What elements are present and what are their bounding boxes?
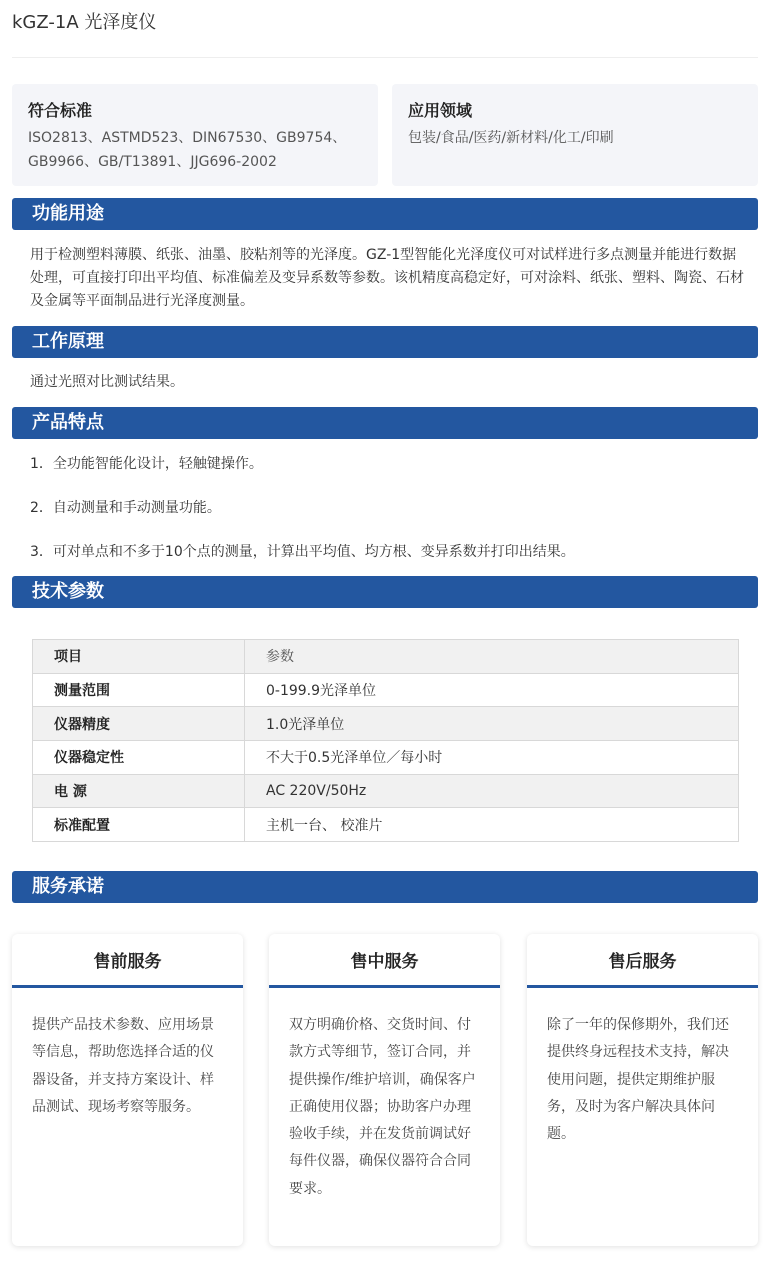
table-cell-value: 0-199.9光泽单位 <box>245 673 739 707</box>
service-card-title: 售后服务 <box>527 934 758 988</box>
service-card-title: 售前服务 <box>12 934 243 988</box>
spec-table <box>32 639 739 842</box>
table-cell-key: 标准配置 <box>33 808 245 842</box>
table-cell-key: 测量范围 <box>33 673 245 707</box>
table-cell-key: 电 源 <box>33 774 245 808</box>
table-row <box>33 808 739 842</box>
table-row <box>33 774 739 808</box>
service-card-title: 售中服务 <box>269 934 500 988</box>
feature-item: 2．自动测量和手动测量功能。 <box>30 500 221 516</box>
service-card-text: 提供产品技术参数、应用场景等信息，帮助您选择合适的仪器设备，并支持方案设计、样品测试、现场考察等服务。 <box>32 1017 214 1115</box>
service-card-presale <box>12 934 243 1246</box>
table-header-value: 参数 <box>245 640 739 674</box>
table-cell-key: 仪器精度 <box>33 707 245 741</box>
feature-item: 1．全功能智能化设计，轻触键操作。 <box>30 456 263 472</box>
application-text: 包装/食品/医药/新材料/化工/印刷 <box>408 130 614 146</box>
page-title: kGZ-1A 光泽度仪 <box>12 12 157 33</box>
table-row <box>33 707 739 741</box>
service-card-aftersale <box>527 934 758 1246</box>
table-cell-value: AC 220V/50Hz <box>245 774 739 808</box>
table-row <box>33 673 739 707</box>
standards-heading: 符合标准 <box>28 101 93 120</box>
table-cell-key: 仪器稳定性 <box>33 741 245 775</box>
service-card-text: 除了一年的保修期外，我们还提供终身远程技术支持，解决使用问题，提供定期维护服务，及时为客户解决具体问题。 <box>547 1017 729 1143</box>
table-cell-value: 主机一台、 校准片 <box>245 808 739 842</box>
feature-item: 3．可对单点和不多于10个点的测量，计算出平均值、均方根、变异系数并打印出结果。 <box>30 544 575 560</box>
table-cell-value: 1.0光泽单位 <box>245 707 739 741</box>
principle-text: 通过光照对比测试结果。 <box>30 374 184 390</box>
function-text: 用于检测塑料薄膜、纸张、油墨、胶粘剂等的光泽度。GZ-1型智能化光泽度仪可对试样进行多点测量并能进行数据处理，可直接打印出平均值、标准偏差及变异系数等参数。该机精度高稳定好，可对涂料、纸张、塑料、陶瓷、石材及金属等平面制品进行光泽度测量。 <box>30 247 744 309</box>
service-card-text: 双方明确价格、交货时间、付款方式等细节，签订合同，并提供操作/维护培训，确保客户正确使用仪器；协助客户办理验收手续，并在发货前调试好每件仪器，确保仪器符合合同要求。 <box>289 1017 476 1197</box>
service-card-insale <box>269 934 500 1246</box>
title-divider <box>12 57 758 58</box>
standards-text: ISO2813、ASTMD523、DIN67530、GB9754、GB9966、GB/T13891、JJG696-2002 <box>28 130 347 170</box>
table-row <box>33 741 739 775</box>
table-header-row <box>33 640 739 674</box>
standards-card <box>12 84 378 186</box>
application-heading: 应用领域 <box>408 101 473 120</box>
application-card <box>392 84 758 186</box>
features-list <box>30 453 575 585</box>
section-specs-header: 技术参数 <box>12 576 758 608</box>
table-header-key: 项目 <box>33 640 245 674</box>
section-service-header: 服务承诺 <box>12 871 758 903</box>
section-function-header: 功能用途 <box>12 198 758 230</box>
section-features-header: 产品特点 <box>12 407 758 439</box>
section-principle-header: 工作原理 <box>12 326 758 358</box>
table-cell-value: 不大于0.5光泽单位／每小时 <box>245 741 739 775</box>
